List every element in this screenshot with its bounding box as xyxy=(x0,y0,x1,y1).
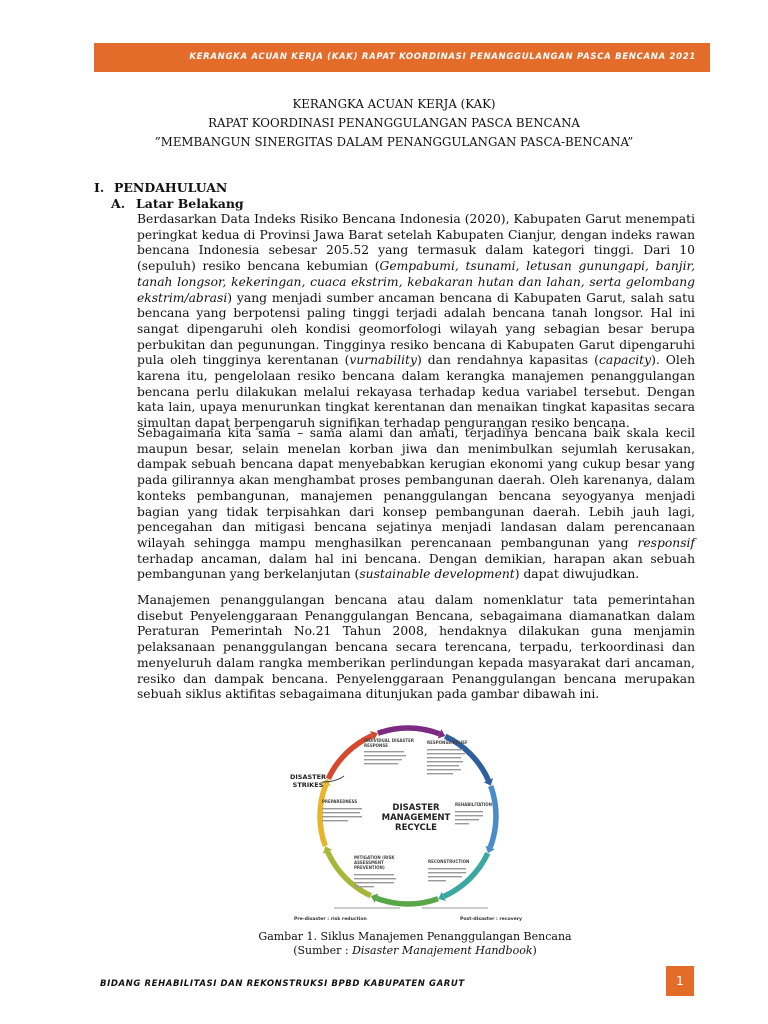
center-label-3: RECYCLE xyxy=(395,823,437,833)
caption-source-prefix: (Sumber : xyxy=(293,944,353,957)
title-line-2: RAPAT KOORDINASI PENANGGULANGAN PASCA BENCANA xyxy=(208,116,580,130)
caption-line-2 xyxy=(180,944,650,958)
label-individual-response-1: INDIVIDUAL DISASTER xyxy=(364,738,414,743)
cycle-arc-segment xyxy=(378,728,440,734)
p2-text-a: Sebagaimana kita sama – sama alami dan amati, terjadinya bencana baik skala kecil maupun besar, selain menelan korban jiwa dan menimbulkan sejumlah kerusakan, dampak sebuah bencana dapat menyebabkan kerugian ekonomi yang cukup besar yang pada gilirannya akan menghambat proses pembangunan daerah. Oleh karenanya, dalam konteks pembangunan, manajemen penanggulangan bencana seyogyanya menjadi bagian yang tidak terpisahkan dari konsep pembangunan daerah. Lebih jauh lagi, pencegahan dan mitigasi bencana sejatinya menjadi landasan dalam perencanaan wilayah sehingga mampu menghasilkan perencanaan pembangunan yang xyxy=(137,426,695,550)
p1-text-g: ). Oleh karena itu, pengelolaan resiko bencana dalam kerangka manajemen penanggulangan bencana perlu dilakukan melalui rekayasa terhadap kedua variabel tersebut. Dengan kata lain, upaya menurunkan tingkat kerentanan dan menaikan tingkat kapasitas secara simultan dapat berpengaruh signifikan terhadap pengurangan resiko bencana. xyxy=(137,353,696,431)
header-bar xyxy=(94,43,710,72)
p1-italic-hazards: Gempabumi, tsunami, letusan gunungapi, banjir, tanah longsor, kekeringan, cuaca ekstrim, kebakaran hutan dan lahan, serta gelombang ekstrim/abrasi xyxy=(137,259,695,305)
p2-text-c: terhadap ancaman, dalam hal ini bencana. Dengan demikian, harapan akan sebuah pembangunan yang berkelanjutan ( xyxy=(137,551,695,582)
pre-disaster-label: Pre-disaster : risk reduction xyxy=(294,917,367,922)
cycle-arc-segment xyxy=(490,786,496,848)
center-label-2: MANAGEMENT xyxy=(381,813,451,823)
section-title: PENDAHULUAN xyxy=(114,180,228,195)
p1-text-e: ) dan rendahnya kapasitas ( xyxy=(416,353,599,368)
label-rehabilitation: REHABILITATION xyxy=(455,802,492,807)
disaster-cycle-figure xyxy=(288,712,528,928)
disaster-cycle-diagram xyxy=(288,712,528,928)
label-mitigation-2: ASSESSMENT xyxy=(354,860,384,865)
disaster-strikes-label-1: DISASTER xyxy=(289,773,327,781)
page-number: 1 xyxy=(666,966,694,996)
document-title-block xyxy=(94,95,694,152)
title-line-3: ”MEMBANGUN SINERGITAS DALAM PENANGGULANGAN PASCA-BENCANA” xyxy=(154,135,634,149)
label-individual-response-2: RESPONSE xyxy=(364,743,388,748)
paragraph-3: Manajemen penanggulangan bencana atau dalam nomenklatur tata pemerintahan disebut Penyelenggaraan Penanggulangan Bencana, sebagaimana diamanatkan dalam Peraturan Pemerintah No.21 Tahun 2008, hendaknya dilakukan guna menjamin pelaksanaan penanggulangan bencana secara terencana, terpadu, terkoordinasi dan menyeluruh dalam rangka memberikan perlindungan kepada masyarakat dari ancaman, resiko dan dampak bencana. Penyelenggaraan Penanggulangan bencana merupakan sebuah siklus aktifitas sebagaimana ditunjukan pada gambar dibawah ini. xyxy=(137,593,695,702)
p1-text-a: Berdasarkan Data Indeks Risiko Bencana Indonesia (2020), Kabupaten Garut menempati peringkat kedua di Provinsi Jawa Barat setelah Kabupaten Cianjur, dengan indeks rawan bencana Indonesia sebesar 205.52 yang termasuk dalam kategori tinggi. Dari 10 (sepuluh) resiko bencana kebumian ( xyxy=(137,212,695,274)
p1-text-c: ) yang menjadi sumber ancaman bencana di Kabupaten Garut, salah satu bencana yang berpotensi paling tinggi terjadi adalah bencana tanah longsor. Hal ini sangat dipengaruhi oleh kondisi geomorfologi wilayah yang sebagian besar berupa perbukitan dan pegunungan. Tingginya resiko bencana di Kabupaten Garut dipengaruhi pula oleh tingginya kerentanan ( xyxy=(137,290,695,368)
subsection-heading xyxy=(111,196,244,211)
caption-source-suffix: ) xyxy=(532,944,537,957)
footer-text: BIDANG REHABILITASI DAN REKONSTRUKSI BPBD KABUPATEN GARUT xyxy=(100,979,465,989)
section-heading xyxy=(94,180,227,195)
caption-line-1: Gambar 1. Siklus Manajemen Penanggulangan Bencana xyxy=(258,930,572,943)
paragraph-2 xyxy=(137,426,695,583)
disaster-strikes-label-2: STRIKES xyxy=(292,781,324,789)
subsection-title: Latar Belakang xyxy=(136,196,244,211)
label-preparedness: PREPAREDNESS xyxy=(322,799,358,804)
caption-source-title: Disaster Manajement Handbook xyxy=(352,944,533,957)
running-header: KERANGKA ACUAN KERJA (KAK) RAPAT KOORDINASI PENANGGULANGAN PASCA BENCANA 2021 xyxy=(189,52,696,62)
p1-italic-vurnability: vurnability xyxy=(349,353,417,368)
p2-italic-sustainable: sustainable development xyxy=(359,567,515,582)
post-disaster-label: Post-disaster : recovery xyxy=(460,917,523,922)
section-number: I. xyxy=(94,180,105,195)
title-line-1: KERANGKA ACUAN KERJA (KAK) xyxy=(292,97,496,111)
p2-text-e: ) dapat diwujudkan. xyxy=(514,567,640,582)
label-response-relief: RESPONSE/RELIEF xyxy=(427,740,468,745)
cycle-arc-segment xyxy=(320,784,326,846)
center-label-1: DISASTER xyxy=(392,803,440,813)
label-mitigation-1: MITIGATION (RISK xyxy=(354,855,395,860)
p2-italic-responsif: responsif xyxy=(637,535,695,550)
p1-italic-capacity: capacity xyxy=(598,353,652,368)
figure-caption xyxy=(180,930,650,958)
label-mitigation-3: PREVENTION) xyxy=(354,865,385,870)
label-reconstruction: RECONSTRUCTION xyxy=(428,859,470,864)
cycle-arc-segment xyxy=(376,898,438,904)
paragraph-1 xyxy=(137,212,695,432)
subsection-number: A. xyxy=(111,196,126,211)
